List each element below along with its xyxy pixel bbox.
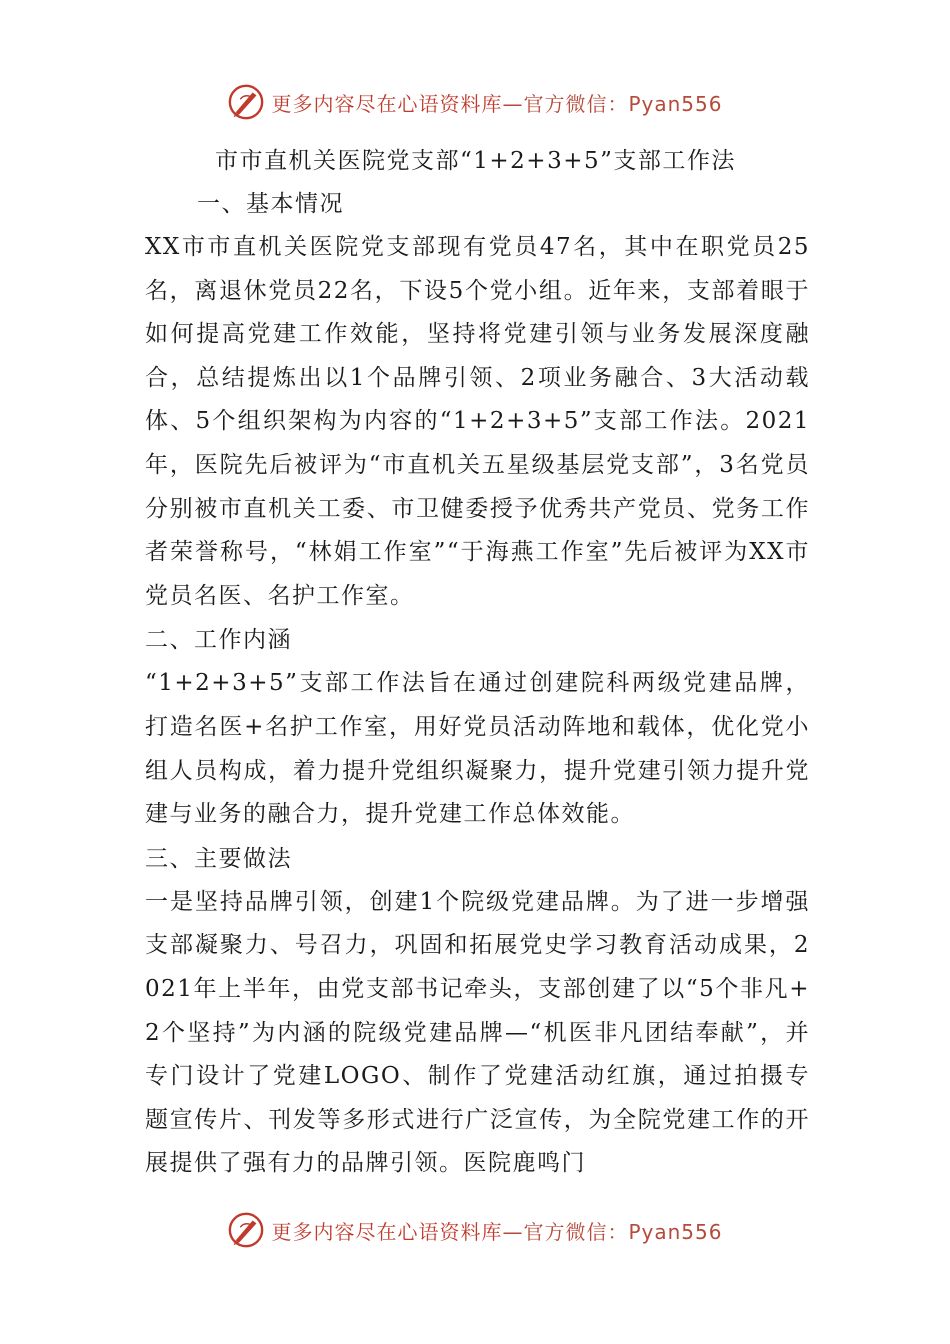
watermark-footer [0,1208,950,1252]
section-heading-basic-info: 一、基本情况 [197,191,344,217]
document-body [145,140,810,1186]
watermark-text [271,1216,722,1245]
document-title: 市市直机关医院党支部“1+2+3+5”支部工作法 [215,148,736,174]
section-body-main-practices: 一是坚持品牌引领，创建1个院级党建品牌。为了进一步增强支部凝聚力、号召力，巩固和拓展党史学习教育活动成果，2021年上半年，由党支部书记牵头，支部创建了以“5个非凡+2个坚持”为内涵的院级党建品牌—“机医非凡团结奉献”，并专门设计了党建LOGO、制作了党建活动红旗，通过拍摄专题宣传片、刊发等多形式进行广泛宣传，为全院党建工作的开展提供了强有力的品牌引领。医院鹿鸣门 [145,888,810,1177]
pen-circle-logo-icon [227,83,265,121]
watermark-brand: 更多内容尽在心语资料库 [271,91,503,116]
section-heading-main-practices: 三、主要做法 [145,845,292,872]
watermark-contact: 官方微信：Pyan556 [523,1219,723,1244]
watermark-separator: — [502,1219,524,1244]
watermark-brand: 更多内容尽在心语资料库 [271,1219,503,1244]
section-body-work-connotation: “1+2+3+5”支部工作法旨在通过创建院科两级党建品牌，打造名医+名护工作室，用好党员活动阵地和载体，优化党小组人员构成，着力提升党组织凝聚力，提升党建引领力提升党建与业务的融合力，提升党建工作总体效能。 [145,670,810,828]
watermark-header [0,80,950,124]
pen-circle-logo-icon [227,1211,265,1249]
section-heading-work-connotation: 二、工作内涵 [145,627,292,654]
section-body-basic-info: XX市市直机关医院党支部现有党员47名，其中在职党员25名，离退休党员22名，下设5个党小组。近年来，支部着眼于如何提高党建工作效能，坚持将党建引领与业务发展深度融合，总结提炼出以1个品牌引领、2项业务融合、3大活动载体、5个组织架构为内容的“1+2+3+5”支部工作法。2021年，医院先后被评为“市直机关五星级基层党支部”，3名党员分别被市直机关工委、市卫健委授予优秀共产党员、党务工作者荣誉称号，“林娟工作室”“于海燕工作室”先后被评为XX市党员名医、名护工作室。 [145,234,810,609]
watermark-separator: — [502,91,524,116]
watermark-contact: 官方微信：Pyan556 [523,91,723,116]
watermark-text [271,88,722,117]
